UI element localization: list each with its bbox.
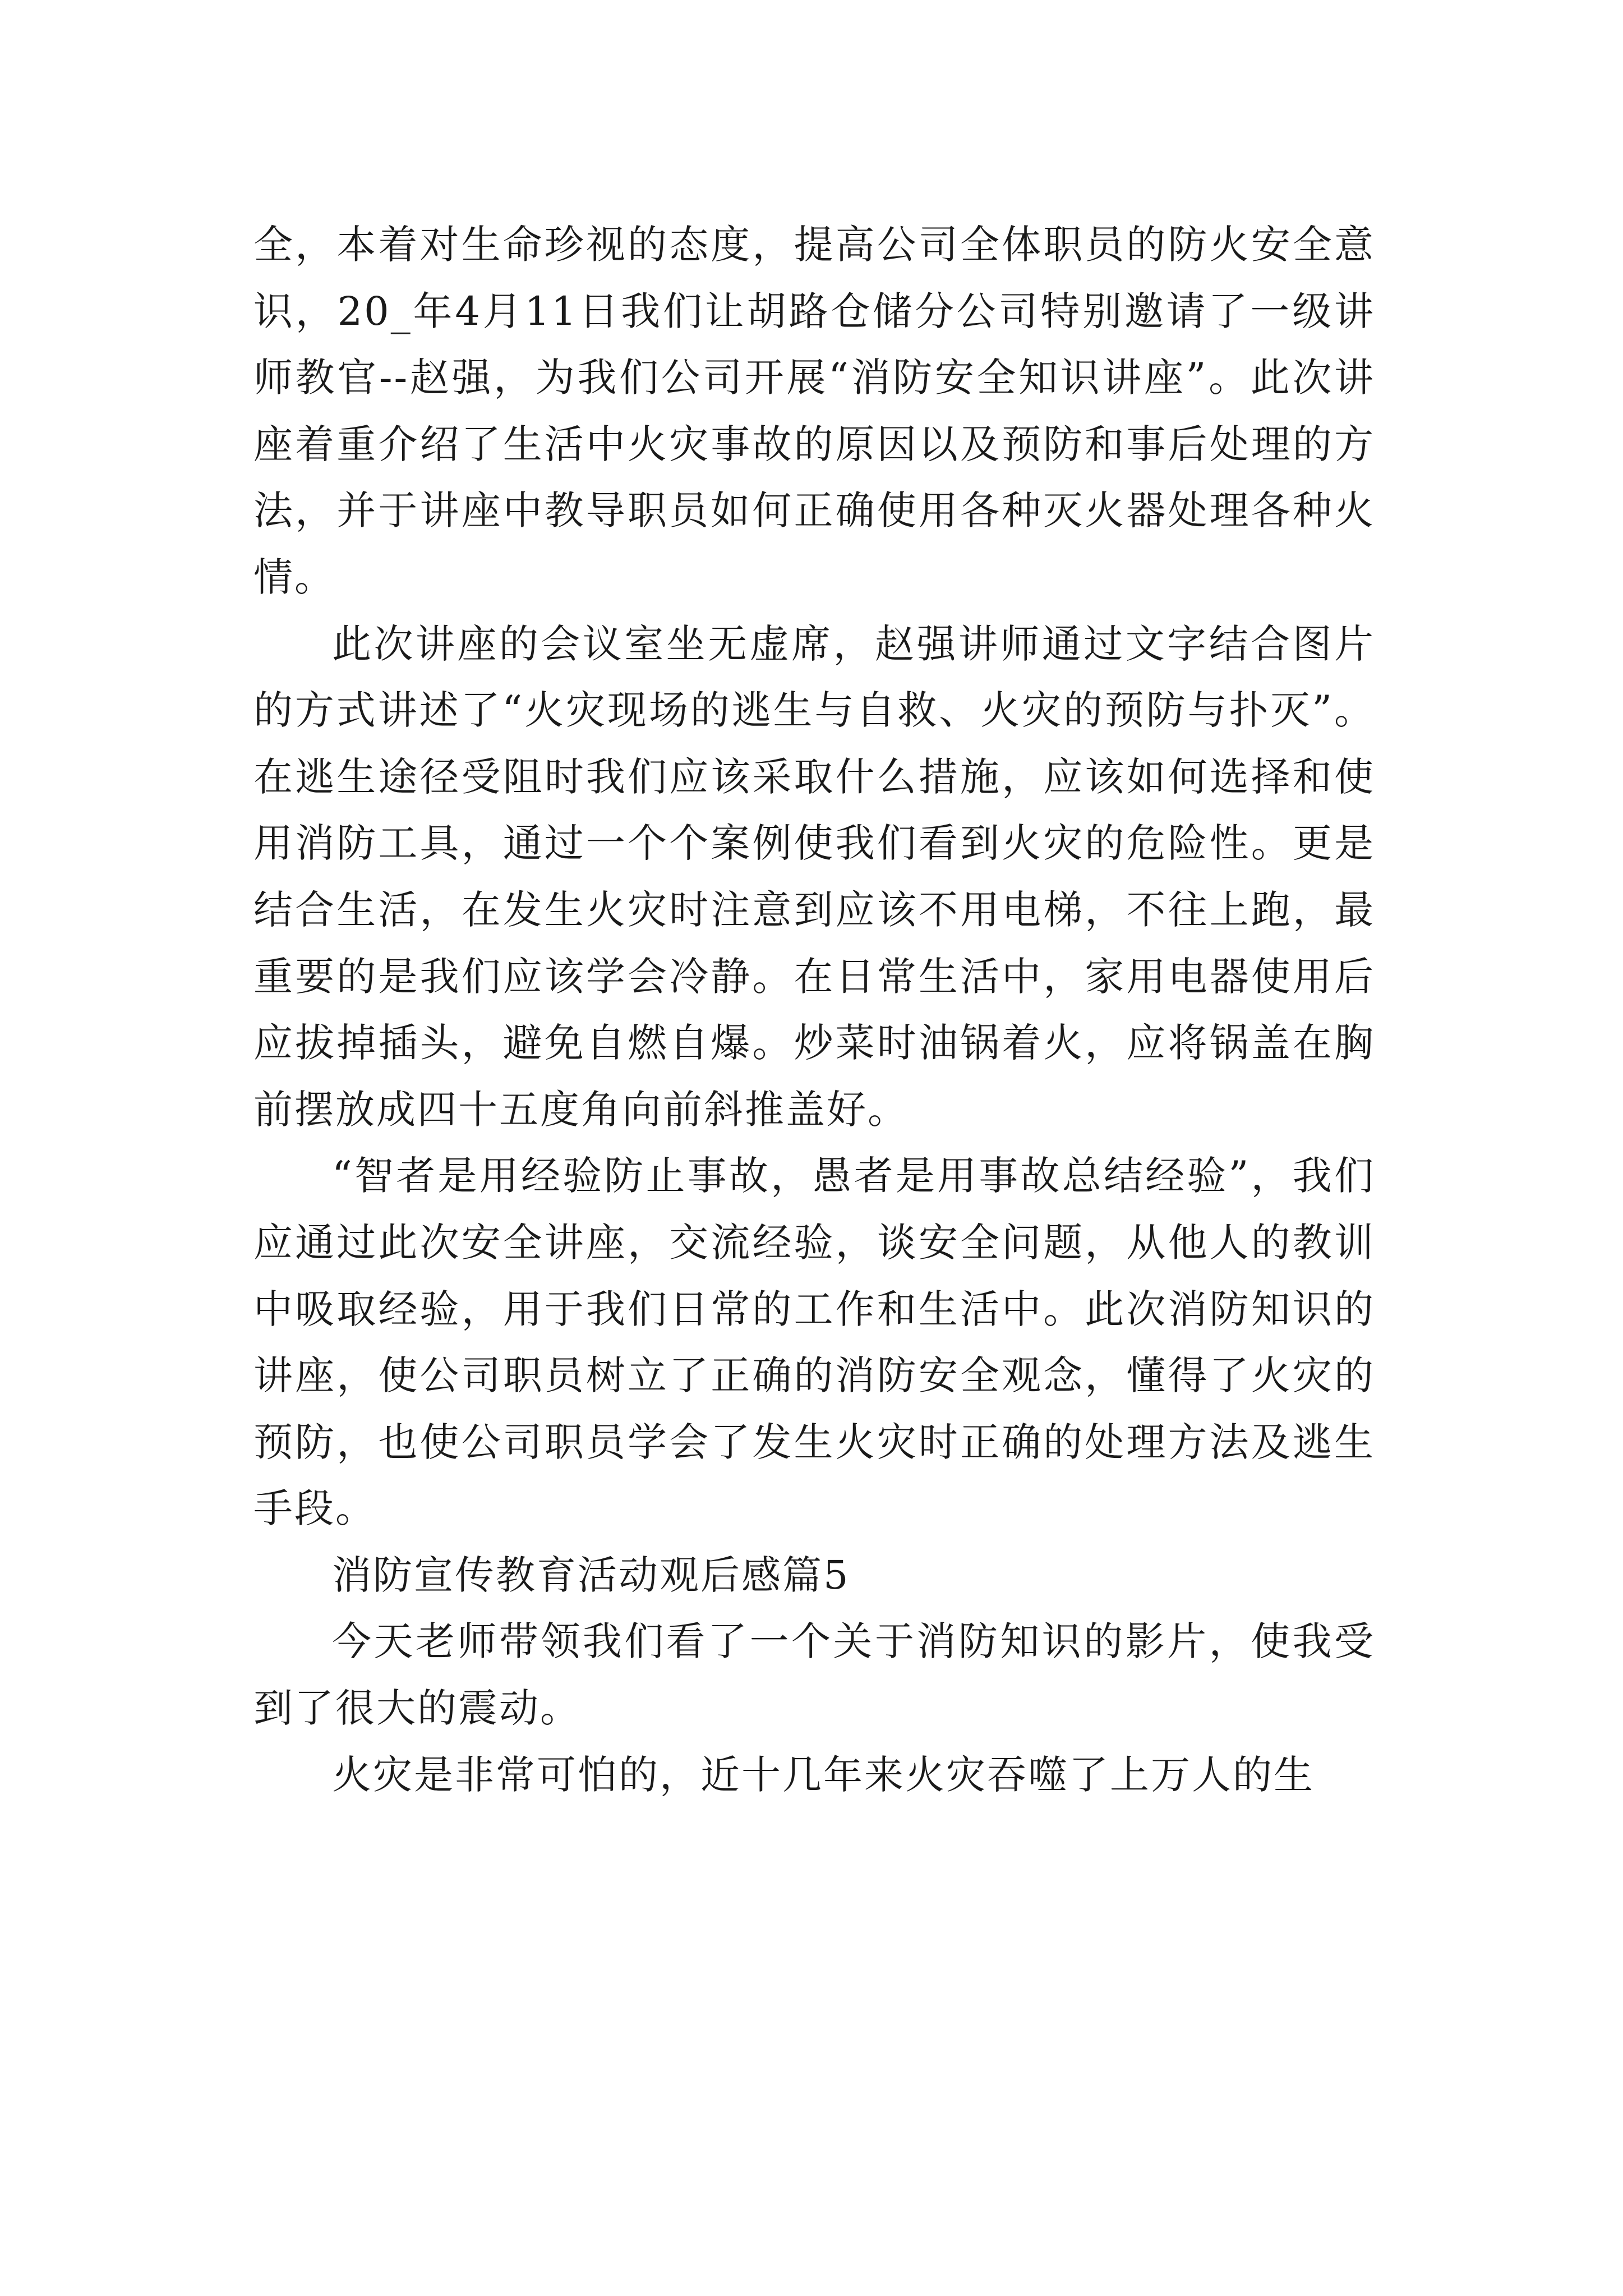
paragraph-3: “智者是用经验防止事故，愚者是用事故总结经验”，我们应通过此次安全讲座，交流经验，谈安全问题，从他人的教训中吸取经验，用于我们日常的工作和生活中。此次消防知识的讲座，使公司职员树立了正确的消防安全观念，懂得了火灾的预防，也使公司职员学会了发生火灾时正确的处理方法及逃生手段。: [253, 1153, 1375, 1532]
paragraph-1: 全，本着对生命珍视的态度，提高公司全体职员的防火安全意识，20_年4月11日我们让胡路仓储分公司特别邀请了一级讲师教官--赵强，为我们公司开展“消防安全知识讲座”。此次讲座着重介绍了生活中火灾事故的原因以及预防和事后处理的方法，并于讲座中教导职员如何正确使用各种灭火器处理各种火情。: [253, 222, 1375, 600]
paragraph-5: 火灾是非常可怕的，近十几年来火灾吞噬了上万人的生: [332, 1751, 1315, 1798]
document-body: [253, 211, 1375, 1808]
paragraph-2: 此次讲座的会议室坐无虚席，赵强讲师通过文字结合图片的方式讲述了“火灾现场的逃生与自救、火灾的预防与扑灭”。在逃生途径受阻时我们应该采取什么措施，应该如何选择和使用消防工具，通过一个个案例使我们看到火灾的危险性。更是结合生活，在发生火灾时注意到应该不用电梯，不往上跑，最重要的是我们应该学会冷静。在日常生活中，家用电器使用后应拔掉插头，避免自燃自爆。炒菜时油锅着火，应将锅盖在胸前摆放成四十五度角向前斜推盖好。: [253, 620, 1375, 1133]
section-heading: 消防宣传教育活动观后感篇5: [332, 1552, 850, 1598]
paragraph-4: 今天老师带领我们看了一个关于消防知识的影片，使我受到了很大的震动。: [253, 1618, 1375, 1732]
